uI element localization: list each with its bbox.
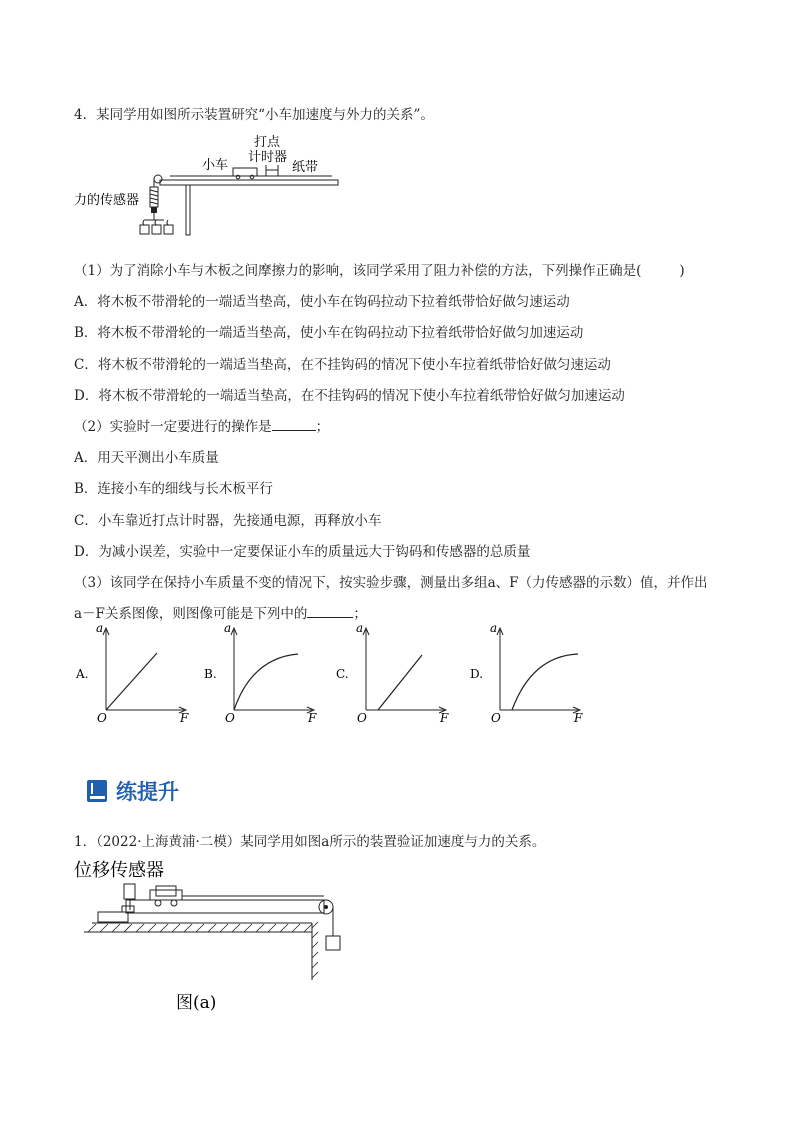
fig-caption: 图(a) <box>176 993 217 1013</box>
axis-x-label: F <box>180 711 189 725</box>
graph-curve <box>106 653 157 710</box>
q1-apparatus-figure <box>72 852 372 1022</box>
q4-p2-option-a: A．用天平测出小车质量 <box>74 450 219 466</box>
book-icon <box>86 779 108 803</box>
graph-label: D. <box>470 667 484 681</box>
fig-label-dadian: 打点 <box>254 135 281 150</box>
graph-a <box>72 622 192 730</box>
axis-x-label: F <box>574 711 583 725</box>
origin-label: O <box>97 711 107 725</box>
origin-label: O <box>357 711 367 725</box>
axis-x-label: F <box>440 711 449 725</box>
graph-curve <box>234 654 298 710</box>
q4-p2-option-b: B．连接小车的细线与长木板平行 <box>74 481 273 497</box>
graph-d <box>466 622 586 730</box>
origin-label: O <box>491 711 501 725</box>
graph-curve <box>378 655 422 710</box>
fig-label-xiaoche: 小车 <box>202 158 229 173</box>
axis-x-label: F <box>308 711 317 725</box>
fig-label-zhidai: 纸带 <box>292 160 319 175</box>
fig-label-sensor: 力的传感器 <box>74 193 140 208</box>
axis-y-label: a <box>356 622 364 635</box>
fig-sensor-label: 位移传感器 <box>74 860 164 881</box>
q4-stem: 4．某同学用如图所示装置研究“小车加速度与外力的关系”。 <box>74 107 434 123</box>
graph-curve <box>512 654 578 710</box>
q4-p2-option-d: D．为减小误差，实验中一定要保证小车的质量远大于钩码和传感器的总质量 <box>74 544 531 560</box>
graph-label: A. <box>76 667 89 681</box>
q4-p2-option-c: C．小车靠近打点计时器，先接通电源，再释放小车 <box>74 513 382 529</box>
q4-p1-option-a: A．将木板不带滑轮的一端适当垫高，使小车在钩码拉动下拉着纸带恰好做匀速运动 <box>74 294 570 310</box>
section-title: 练提升 <box>116 780 179 804</box>
graph-c <box>332 622 452 730</box>
q4-part3-line1: （3）该同学在保持小车质量不变的情况下，按实验步骤，测量出多组a、F（力传感器的示数）值，并作出 <box>74 575 708 591</box>
axis-y-label: a <box>490 622 498 635</box>
q4-p1-option-d: D．将木板不带滑轮的一端适当垫高，在不挂钩码的情况下使小车拉着纸带恰好做匀加速运动 <box>74 388 625 404</box>
q4-p1-option-b: B．将木板不带滑轮的一端适当垫高，使小车在钩码拉动下拉着纸带恰好做匀加速运动 <box>74 325 584 341</box>
q4-apparatus-figure <box>70 132 350 247</box>
q4-p1-option-c: C．将木板不带滑轮的一端适当垫高，在不挂钩码的情况下使小车拉着纸带恰好做匀速运动 <box>74 357 611 373</box>
section-header <box>86 776 179 806</box>
answer-blank[interactable] <box>272 418 316 431</box>
answer-blank[interactable] <box>307 605 353 618</box>
q1-stem: 1．（2022·上海黄浦·二模）某同学用如图a所示的装置验证加速度与力的关系。 <box>74 834 546 850</box>
axis-y-label: a <box>224 622 232 635</box>
q4-part2-text: （2）实验时一定要进行的操作是 ； <box>74 419 330 435</box>
graph-label: B. <box>204 667 217 681</box>
origin-label: O <box>225 711 235 725</box>
axis-y-label: a <box>96 622 104 635</box>
graph-b <box>200 622 320 730</box>
fig-label-jishiqi: 计时器 <box>248 150 288 165</box>
graph-label: C. <box>336 667 349 681</box>
q4-part3-line2: a－F关系图像，则图像可能是下列中的 ； <box>74 606 367 622</box>
q4-part1-text: （1）为了消除小车与木板之间摩擦力的影响，该同学采用了阻力补偿的方法，下列操作正确是( ) <box>74 263 685 279</box>
